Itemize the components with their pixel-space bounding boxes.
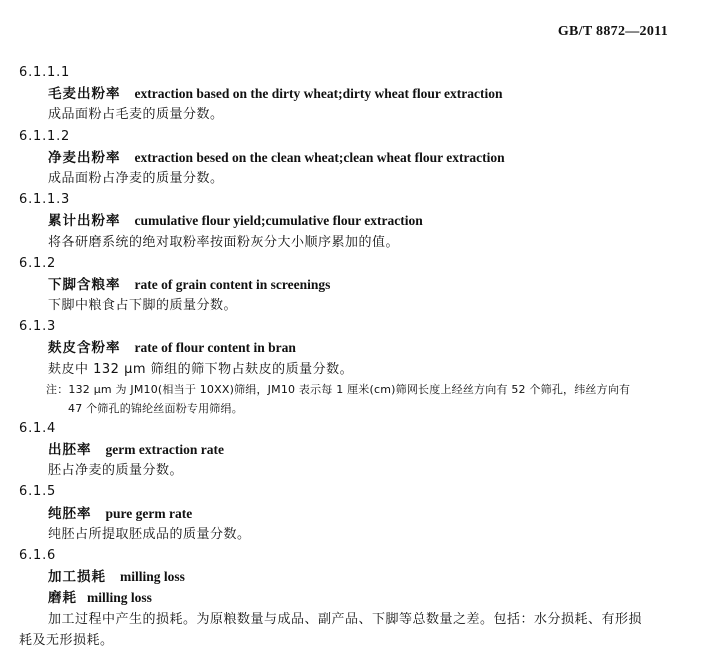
term-definition: 麸皮中 132 μm 筛组的筛下物占麸皮的质量分数。 (48, 361, 354, 377)
term-english: rate of grain content in screenings (134, 276, 331, 292)
term-heading (0, 83, 720, 104)
term-chinese: 下脚含粮率 (48, 276, 121, 293)
term-english: milling loss (120, 569, 185, 585)
clause-number: 6.1.1.3 (19, 192, 71, 208)
clause-number: 6.1.1.2 (19, 128, 71, 144)
note-line: 47 个筛孔的锦纶丝面粉专用筛绢。 (68, 401, 243, 415)
note-line: 注：132 μm 为 JM10(相当于 10XX)筛绢，JM10 表示每 1 厘米(cm)筛网长度上经丝方向有 52 个筛孔，纬丝方向有 (46, 382, 631, 396)
term-english: extraction based on the dirty wheat;dirty wheat flour extraction (134, 86, 503, 102)
term-definition-continuation: 耗及无形损耗。 (19, 632, 114, 648)
term-heading-synonym (0, 587, 720, 608)
term-english: cumulative flour yield;cumulative flour extraction (134, 213, 423, 229)
term-heading (0, 503, 720, 524)
clause-number: 6.1.3 (19, 319, 57, 335)
term-english: milling loss (87, 590, 152, 606)
clause-number: 6.1.4 (19, 420, 57, 436)
term-definition: 纯胚占所提取胚成品的质量分数。 (48, 526, 251, 542)
term-definition: 加工过程中产生的损耗。为原粮数量与成品、副产品、下脚等总数量之差。包括：水分损耗、有形损 (48, 611, 643, 627)
term-definition: 成品面粉占毛麦的质量分数。 (48, 107, 224, 123)
term-english: extraction besed on the clean wheat;clean wheat flour extraction (134, 149, 505, 165)
term-chinese: 加工损耗 (48, 569, 106, 586)
term-heading (0, 439, 720, 460)
clause-number: 6.1.2 (19, 255, 57, 271)
clause-number: 6.1.1.1 (19, 65, 71, 80)
term-english: germ extraction rate (105, 442, 224, 457)
term-definition: 胚占净麦的质量分数。 (48, 463, 184, 479)
term-definition: 成品面粉占净麦的质量分数。 (48, 170, 224, 186)
clause-number: 6.1.6 (19, 547, 57, 563)
term-heading (0, 274, 720, 295)
term-chinese: 净麦出粉率 (48, 149, 121, 166)
term-chinese: 毛麦出粉率 (48, 86, 121, 103)
term-chinese: 出胚率 (48, 442, 92, 458)
term-chinese: 纯胚率 (48, 505, 92, 522)
term-chinese: 累计出粉率 (48, 213, 121, 230)
term-chinese: 麸皮含粉率 (48, 340, 121, 357)
document-body (0, 62, 720, 651)
term-english: pure germ rate (105, 505, 193, 521)
clause-number: 6.1.5 (19, 484, 57, 500)
term-heading (0, 147, 720, 168)
term-heading (0, 566, 720, 587)
term-english: rate of flour content in bran (134, 340, 296, 356)
standard-code: GB/T 8872—2011 (557, 24, 668, 39)
term-chinese: 磨耗 (48, 590, 77, 607)
term-definition: 下脚中粮食占下脚的质量分数。 (48, 298, 238, 314)
term-definition: 将各研磨系统的绝对取粉率按面粉灰分大小顺序累加的值。 (48, 234, 400, 250)
term-heading (0, 337, 720, 358)
term-heading (0, 210, 720, 231)
